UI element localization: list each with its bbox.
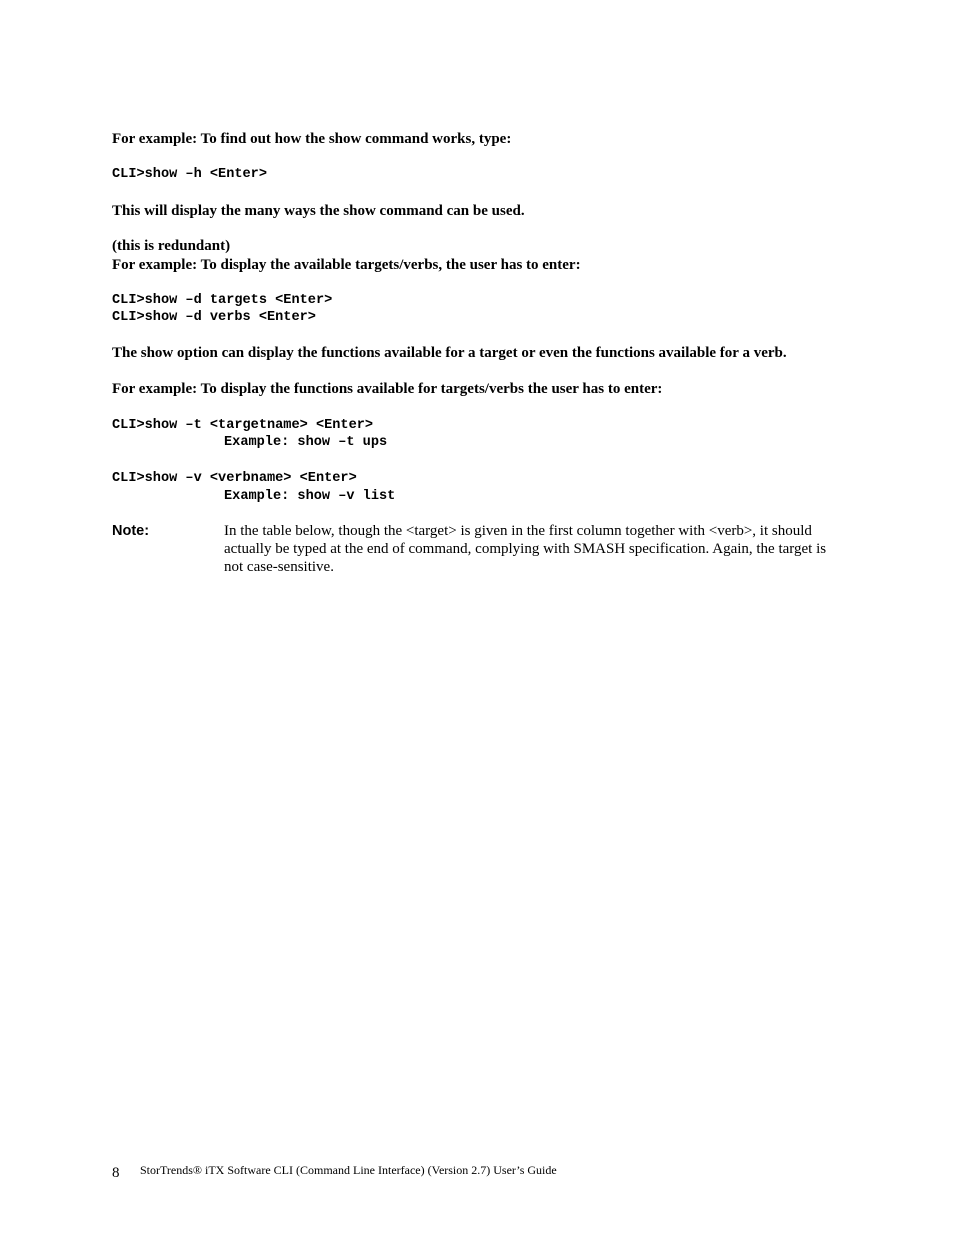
command-show-target: CLI>show –t <targetname> <Enter> bbox=[112, 418, 374, 433]
paragraph-show-option: The show option can display the functions available for a target or even the functions available for a verb. bbox=[112, 345, 787, 361]
command-show-targets: CLI>show –d targets <Enter> bbox=[112, 293, 333, 308]
paragraph-show-help-result: This will display the many ways the show command can be used. bbox=[112, 203, 525, 219]
footer-title: StorTrends® iTX Software CLI (Command Line Interface) (Version 2.7) User’s Guide bbox=[140, 1163, 557, 1177]
command-show-verb-example: Example: show –v list bbox=[224, 489, 396, 504]
paragraph-targets-verbs-intro: For example: To display the available targets/verbs, the user has to enter: bbox=[112, 257, 581, 273]
redundant-remark: (this is redundant) bbox=[112, 238, 231, 254]
paragraph-show-help-intro: For example: To find out how the show command works, type: bbox=[112, 131, 512, 147]
command-show-target-example: Example: show –t ups bbox=[224, 435, 388, 450]
command-show-help: CLI>show –h <Enter> bbox=[112, 167, 267, 182]
command-show-verbs: CLI>show –d verbs <Enter> bbox=[112, 310, 316, 325]
page-number: 8 bbox=[112, 1165, 120, 1181]
note-label: Note: bbox=[112, 523, 150, 539]
command-show-verb: CLI>show –v <verbname> <Enter> bbox=[112, 471, 357, 486]
paragraph-functions-intro: For example: To display the functions available for targets/verbs the user has to enter: bbox=[112, 381, 663, 397]
note-text: In the table below, though the <target> is given in the first column together with <verb>, it should actually be typed at the end of command, complying with SMASH specification. Again, the target is not case-sensitive. bbox=[224, 523, 827, 575]
